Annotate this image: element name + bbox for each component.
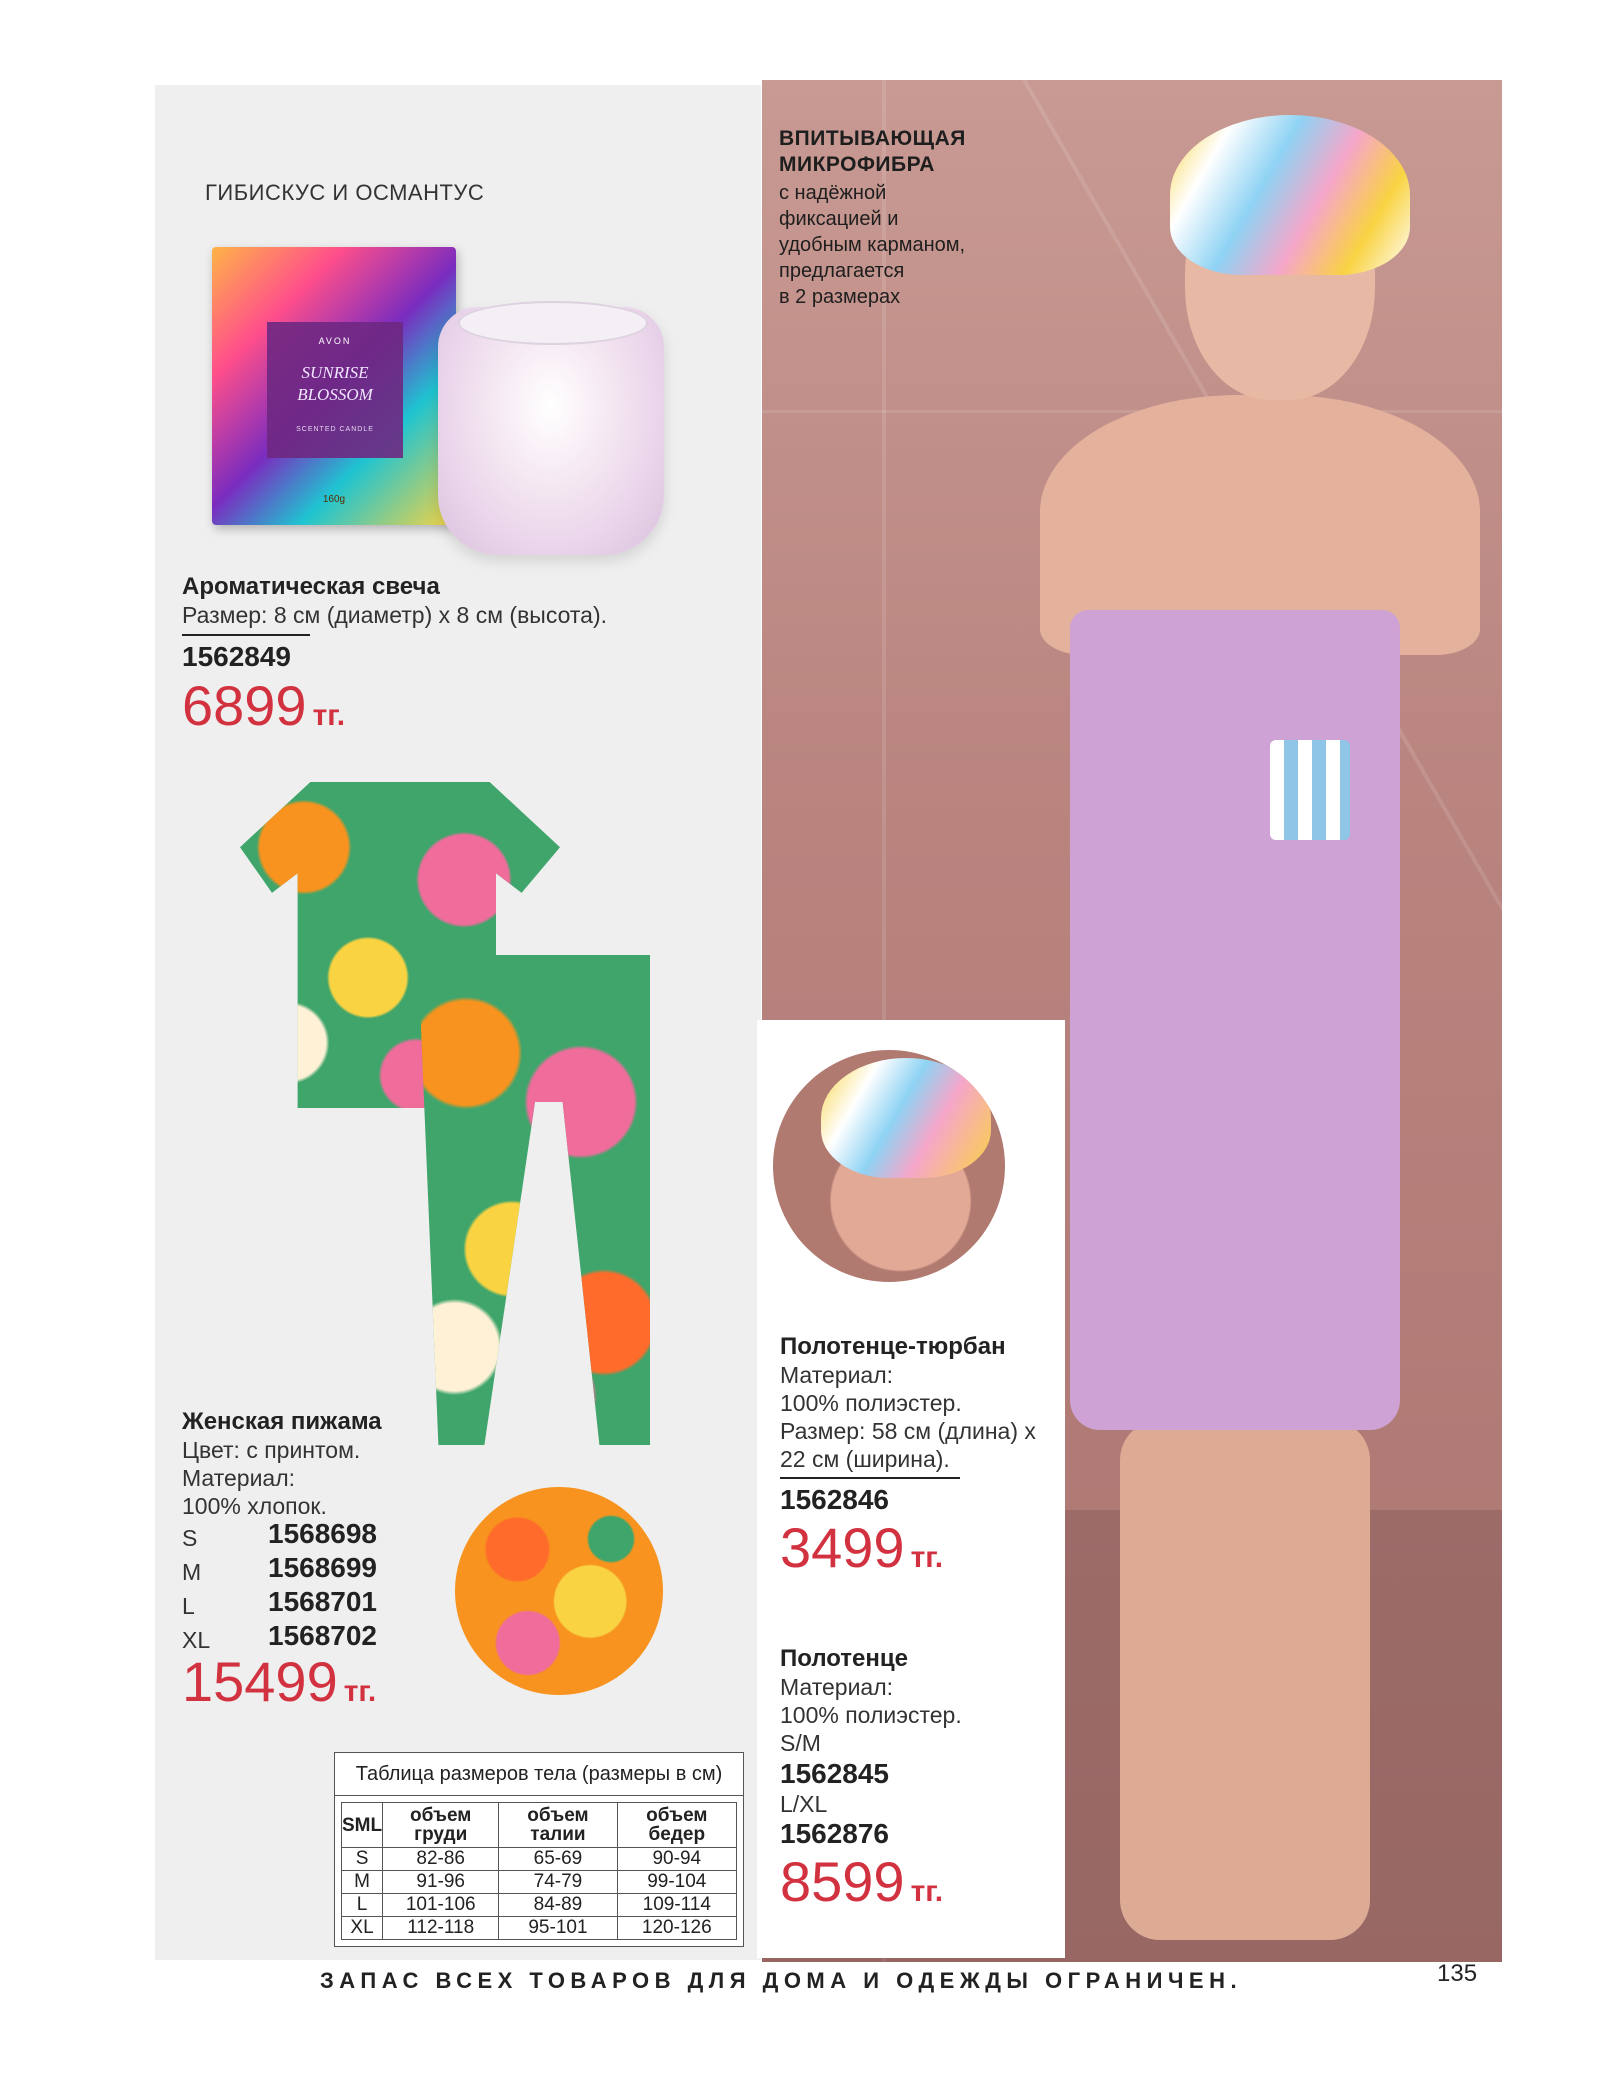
pajama-line-3: 100% хлопок. [182, 1493, 327, 1519]
candle-box-sub: SCENTED CANDLE [296, 426, 374, 433]
size-table-header: SML [342, 1803, 383, 1848]
table-cell: 90-94 [617, 1848, 736, 1871]
mug [1270, 740, 1350, 840]
towel-title: Полотенце [780, 1645, 909, 1672]
towel-size-1: S/M [780, 1730, 821, 1756]
size-table-header: объем груди [383, 1803, 499, 1848]
pajama-size-l: L [182, 1593, 195, 1619]
pajama-line-2: Материал: [182, 1465, 296, 1491]
photo-desc-line: в 2 размерах [779, 286, 901, 308]
candle-code: 1562849 [182, 641, 292, 672]
photo-headline [779, 126, 966, 178]
turban-title: Полотенце-тюрбан [780, 1333, 1006, 1360]
turban-line-1: Материал: [780, 1362, 894, 1388]
table-cell: 82-86 [383, 1848, 499, 1871]
candle-price-currency: тг. [312, 699, 346, 732]
towel-code-2: 1562876 [780, 1818, 890, 1849]
table-cell: 95-101 [499, 1917, 617, 1940]
pajama-price-value: 15499 [182, 1650, 338, 1713]
candle-box-label-panel [267, 322, 403, 458]
towel-price-value: 8599 [780, 1850, 905, 1913]
size-table-header: объем бедер [617, 1803, 736, 1848]
photo-headline-line-1: ВПИТЫВАЮЩАЯ [779, 127, 966, 150]
fabric-closeup-image [455, 1487, 663, 1695]
table-cell: 84-89 [499, 1894, 617, 1917]
table-row [342, 1917, 737, 1940]
pajama-price [182, 1652, 376, 1722]
turban-code: 1562846 [780, 1484, 890, 1515]
pajama-line-1: Цвет: с принтом. [182, 1437, 361, 1463]
table-cell: 91-96 [383, 1871, 499, 1894]
towel-price-currency: тг. [910, 1875, 944, 1908]
table-cell: 112-118 [383, 1917, 499, 1940]
turban-underline [780, 1477, 960, 1479]
candle-box-image [212, 247, 456, 525]
pajama-code-xl: 1568702 [268, 1620, 378, 1651]
table-cell: S [342, 1848, 383, 1871]
candle-jar-rim [458, 301, 648, 345]
table-row [342, 1848, 737, 1871]
towel-code-1: 1562845 [780, 1758, 890, 1789]
size-table-grid [341, 1802, 737, 1940]
towel-price [780, 1852, 943, 1922]
page-number: 135 [1437, 1960, 1478, 1987]
size-table-header: объем талии [499, 1803, 617, 1848]
turban-fabric [821, 1058, 991, 1178]
table-cell: L [342, 1894, 383, 1917]
towel-size-2: L/XL [780, 1791, 828, 1817]
turban-price-currency: тг. [910, 1541, 944, 1574]
table-cell: 120-126 [617, 1917, 736, 1940]
towel-line-2: 100% полиэстер. [780, 1702, 962, 1728]
pajama-code-s: 1568698 [268, 1518, 378, 1549]
table-row [342, 1894, 737, 1917]
table-cell: 109-114 [617, 1894, 736, 1917]
towel-wrap-on-model [1070, 610, 1400, 1430]
photo-desc-line: удобным карманом, [779, 234, 966, 256]
photo-headline-line-2: МИКРОФИБРА [779, 153, 935, 176]
candle-price-value: 6899 [182, 674, 307, 737]
pajama-price-currency: тг. [343, 1675, 377, 1708]
turban-closeup-image [773, 1050, 1005, 1282]
turban-price-value: 3499 [780, 1516, 905, 1579]
table-cell: 65-69 [499, 1848, 617, 1871]
turban-line-4: 22 см (ширина). [780, 1446, 950, 1472]
table-cell: 101-106 [383, 1894, 499, 1917]
turban-line-2: 100% полиэстер. [780, 1390, 962, 1416]
pajama-size-s: S [182, 1525, 198, 1551]
pajama-size-m: M [182, 1559, 202, 1585]
towel-line-1: Материал: [780, 1674, 894, 1700]
photo-desc-line: фиксацией и [779, 208, 899, 230]
turban-price [780, 1518, 943, 1588]
candle-price [182, 676, 345, 746]
candle-jar-image [438, 307, 664, 555]
candle-size: Размер: 8 см (диаметр) х 8 см (высота). [182, 602, 607, 628]
candle-underline [182, 634, 310, 636]
candle-scent-label: ГИБИСКУС И ОСМАНТУС [205, 180, 485, 205]
photo-description [779, 180, 1019, 310]
turban-line-3: Размер: 58 см (длина) х [780, 1418, 1036, 1444]
photo-desc-line: предлагается [779, 260, 905, 282]
table-cell: 74-79 [499, 1871, 617, 1894]
pajama-size-xl: XL [182, 1627, 211, 1653]
model-legs [1120, 1420, 1370, 1940]
table-cell: 99-104 [617, 1871, 736, 1894]
photo-desc-line: с надёжной [779, 182, 887, 204]
candle-title: Ароматическая свеча [182, 573, 440, 600]
candle-box-weight: 160g [322, 494, 346, 505]
size-table [334, 1752, 744, 1947]
turban-on-model [1170, 115, 1410, 275]
size-table-caption: Таблица размеров тела (размеры в см) [335, 1753, 743, 1796]
candle-box-name: SUNRISE BLOSSOM [297, 363, 373, 404]
candle-box-brand: AVON [318, 336, 352, 346]
pajama-title: Женская пижама [182, 1408, 382, 1435]
table-cell: XL [342, 1917, 383, 1940]
table-cell: M [342, 1871, 383, 1894]
table-row [342, 1871, 737, 1894]
pajama-code-l: 1568701 [268, 1586, 378, 1617]
pajama-code-m: 1568699 [268, 1552, 378, 1583]
footer-stock-note: ЗАПАС ВСЕХ ТОВАРОВ ДЛЯ ДОМА И ОДЕЖДЫ ОГРАНИЧЕН. [320, 1968, 1243, 1993]
